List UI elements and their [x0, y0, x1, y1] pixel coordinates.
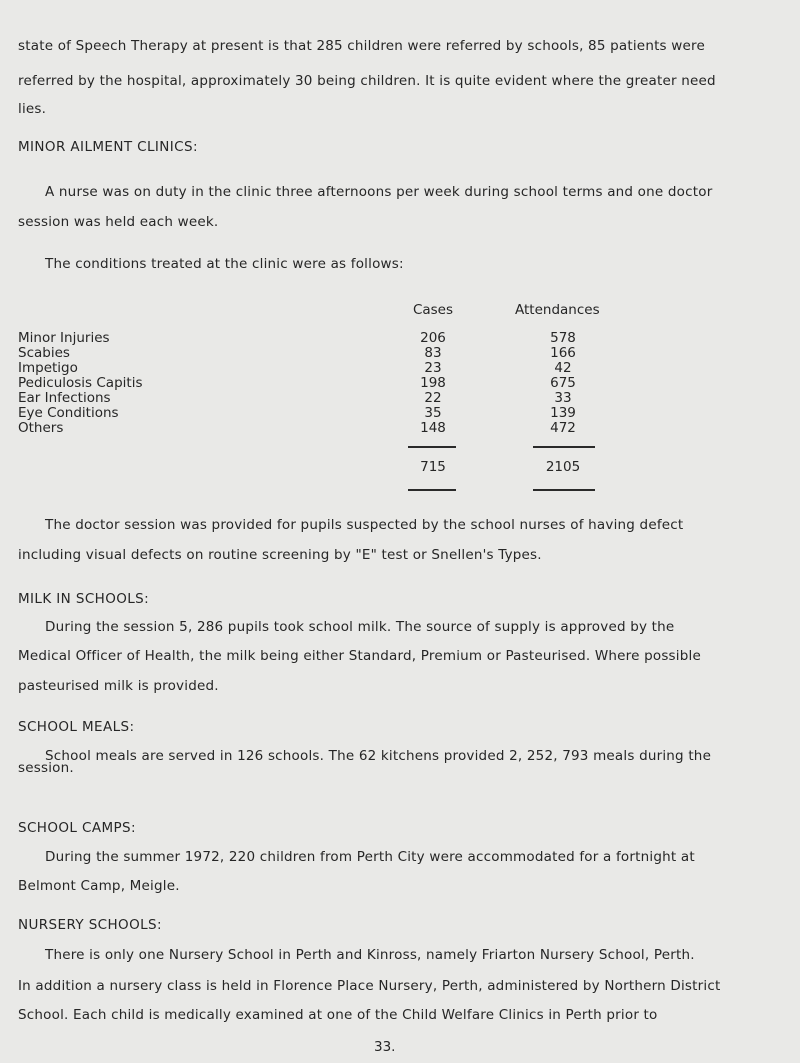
attendances-value: 33 — [554, 390, 572, 406]
camps-line-2: Belmont Camp, Meigle. — [18, 878, 180, 894]
cases-value: 206 — [420, 330, 446, 346]
meals-line-2: session. — [18, 760, 74, 776]
cases-value: 198 — [420, 375, 446, 391]
attendances-total-rule-bottom — [533, 489, 595, 491]
cases-value: 83 — [424, 345, 442, 361]
cases-total-rule-top — [408, 446, 456, 448]
attendances-value: 139 — [550, 405, 576, 421]
minor-ailment-para1-line-1: A nurse was on duty in the clinic three afternoons per week during school terms and one doctor — [45, 184, 713, 200]
attendances-value: 166 — [550, 345, 576, 361]
condition-label: Pediculosis Capitis — [18, 375, 143, 391]
condition-label: Others — [18, 420, 64, 436]
minor-ailment-heading: MINOR AILMENT CLINICS: — [18, 139, 198, 155]
meals-heading: SCHOOL MEALS: — [18, 719, 135, 735]
intro-line-3: lies. — [18, 101, 47, 117]
intro-line-2: referred by the hospital, approximately 30 being children. It is quite evident where the greater need — [18, 73, 716, 89]
cases-header: Cases — [412, 302, 454, 318]
attendances-total-rule-top — [533, 446, 595, 448]
condition-label: Eye Conditions — [18, 405, 119, 421]
attendances-header: Attendances — [515, 302, 600, 318]
camps-heading: SCHOOL CAMPS: — [18, 820, 136, 836]
condition-label: Ear Infections — [18, 390, 111, 406]
page-number: 33. — [374, 1039, 396, 1055]
milk-heading: MILK IN SCHOOLS: — [18, 591, 150, 607]
attendances-value: 578 — [550, 330, 576, 346]
attendances-value: 42 — [554, 360, 572, 376]
attendances-total: 2105 — [545, 459, 581, 475]
intro-line-1: state of Speech Therapy at present is that 285 children were referred by schools, 85 patients were — [18, 38, 705, 54]
minor-ailment-para3-line-1: The doctor session was provided for pupils suspected by the school nurses of having defect — [45, 517, 684, 533]
meals-line-1: School meals are served in 126 schools. The 62 kitchens provided 2, 252, 793 meals during the — [45, 748, 712, 764]
cases-value: 35 — [424, 405, 442, 421]
minor-ailment-para2: The conditions treated at the clinic were as follows: — [45, 256, 404, 272]
cases-value: 23 — [424, 360, 442, 376]
minor-ailment-para1-line-2: session was held each week. — [18, 214, 219, 230]
cases-total-rule-bottom — [408, 489, 456, 491]
nursery-line-2: In addition a nursery class is held in Florence Place Nursery, Perth, administered by Northern District — [18, 978, 721, 994]
attendances-value: 675 — [550, 375, 576, 391]
milk-line-2: Medical Officer of Health, the milk being either Standard, Premium or Pasteurised. Where possible — [18, 648, 701, 664]
nursery-line-1: There is only one Nursery School in Perth and Kinross, namely Friarton Nursery School, Perth. — [45, 947, 695, 963]
condition-label: Scabies — [18, 345, 70, 361]
condition-label: Impetigo — [18, 360, 78, 376]
condition-label: Minor Injuries — [18, 330, 110, 346]
cases-value: 22 — [424, 390, 442, 406]
cases-total: 715 — [420, 459, 446, 475]
milk-line-3: pasteurised milk is provided. — [18, 678, 219, 694]
minor-ailment-para3-line-2: including visual defects on routine screening by "E" test or Snellen's Types. — [18, 547, 542, 563]
nursery-line-3: School. Each child is medically examined at one of the Child Welfare Clinics in Perth prior to — [18, 1007, 658, 1023]
camps-line-1: During the summer 1972, 220 children from Perth City were accommodated for a fortnight at — [45, 849, 695, 865]
cases-value: 148 — [420, 420, 446, 436]
milk-line-1: During the session 5, 286 pupils took school milk. The source of supply is approved by the — [45, 619, 675, 635]
attendances-value: 472 — [550, 420, 576, 436]
nursery-heading: NURSERY SCHOOLS: — [18, 917, 162, 933]
